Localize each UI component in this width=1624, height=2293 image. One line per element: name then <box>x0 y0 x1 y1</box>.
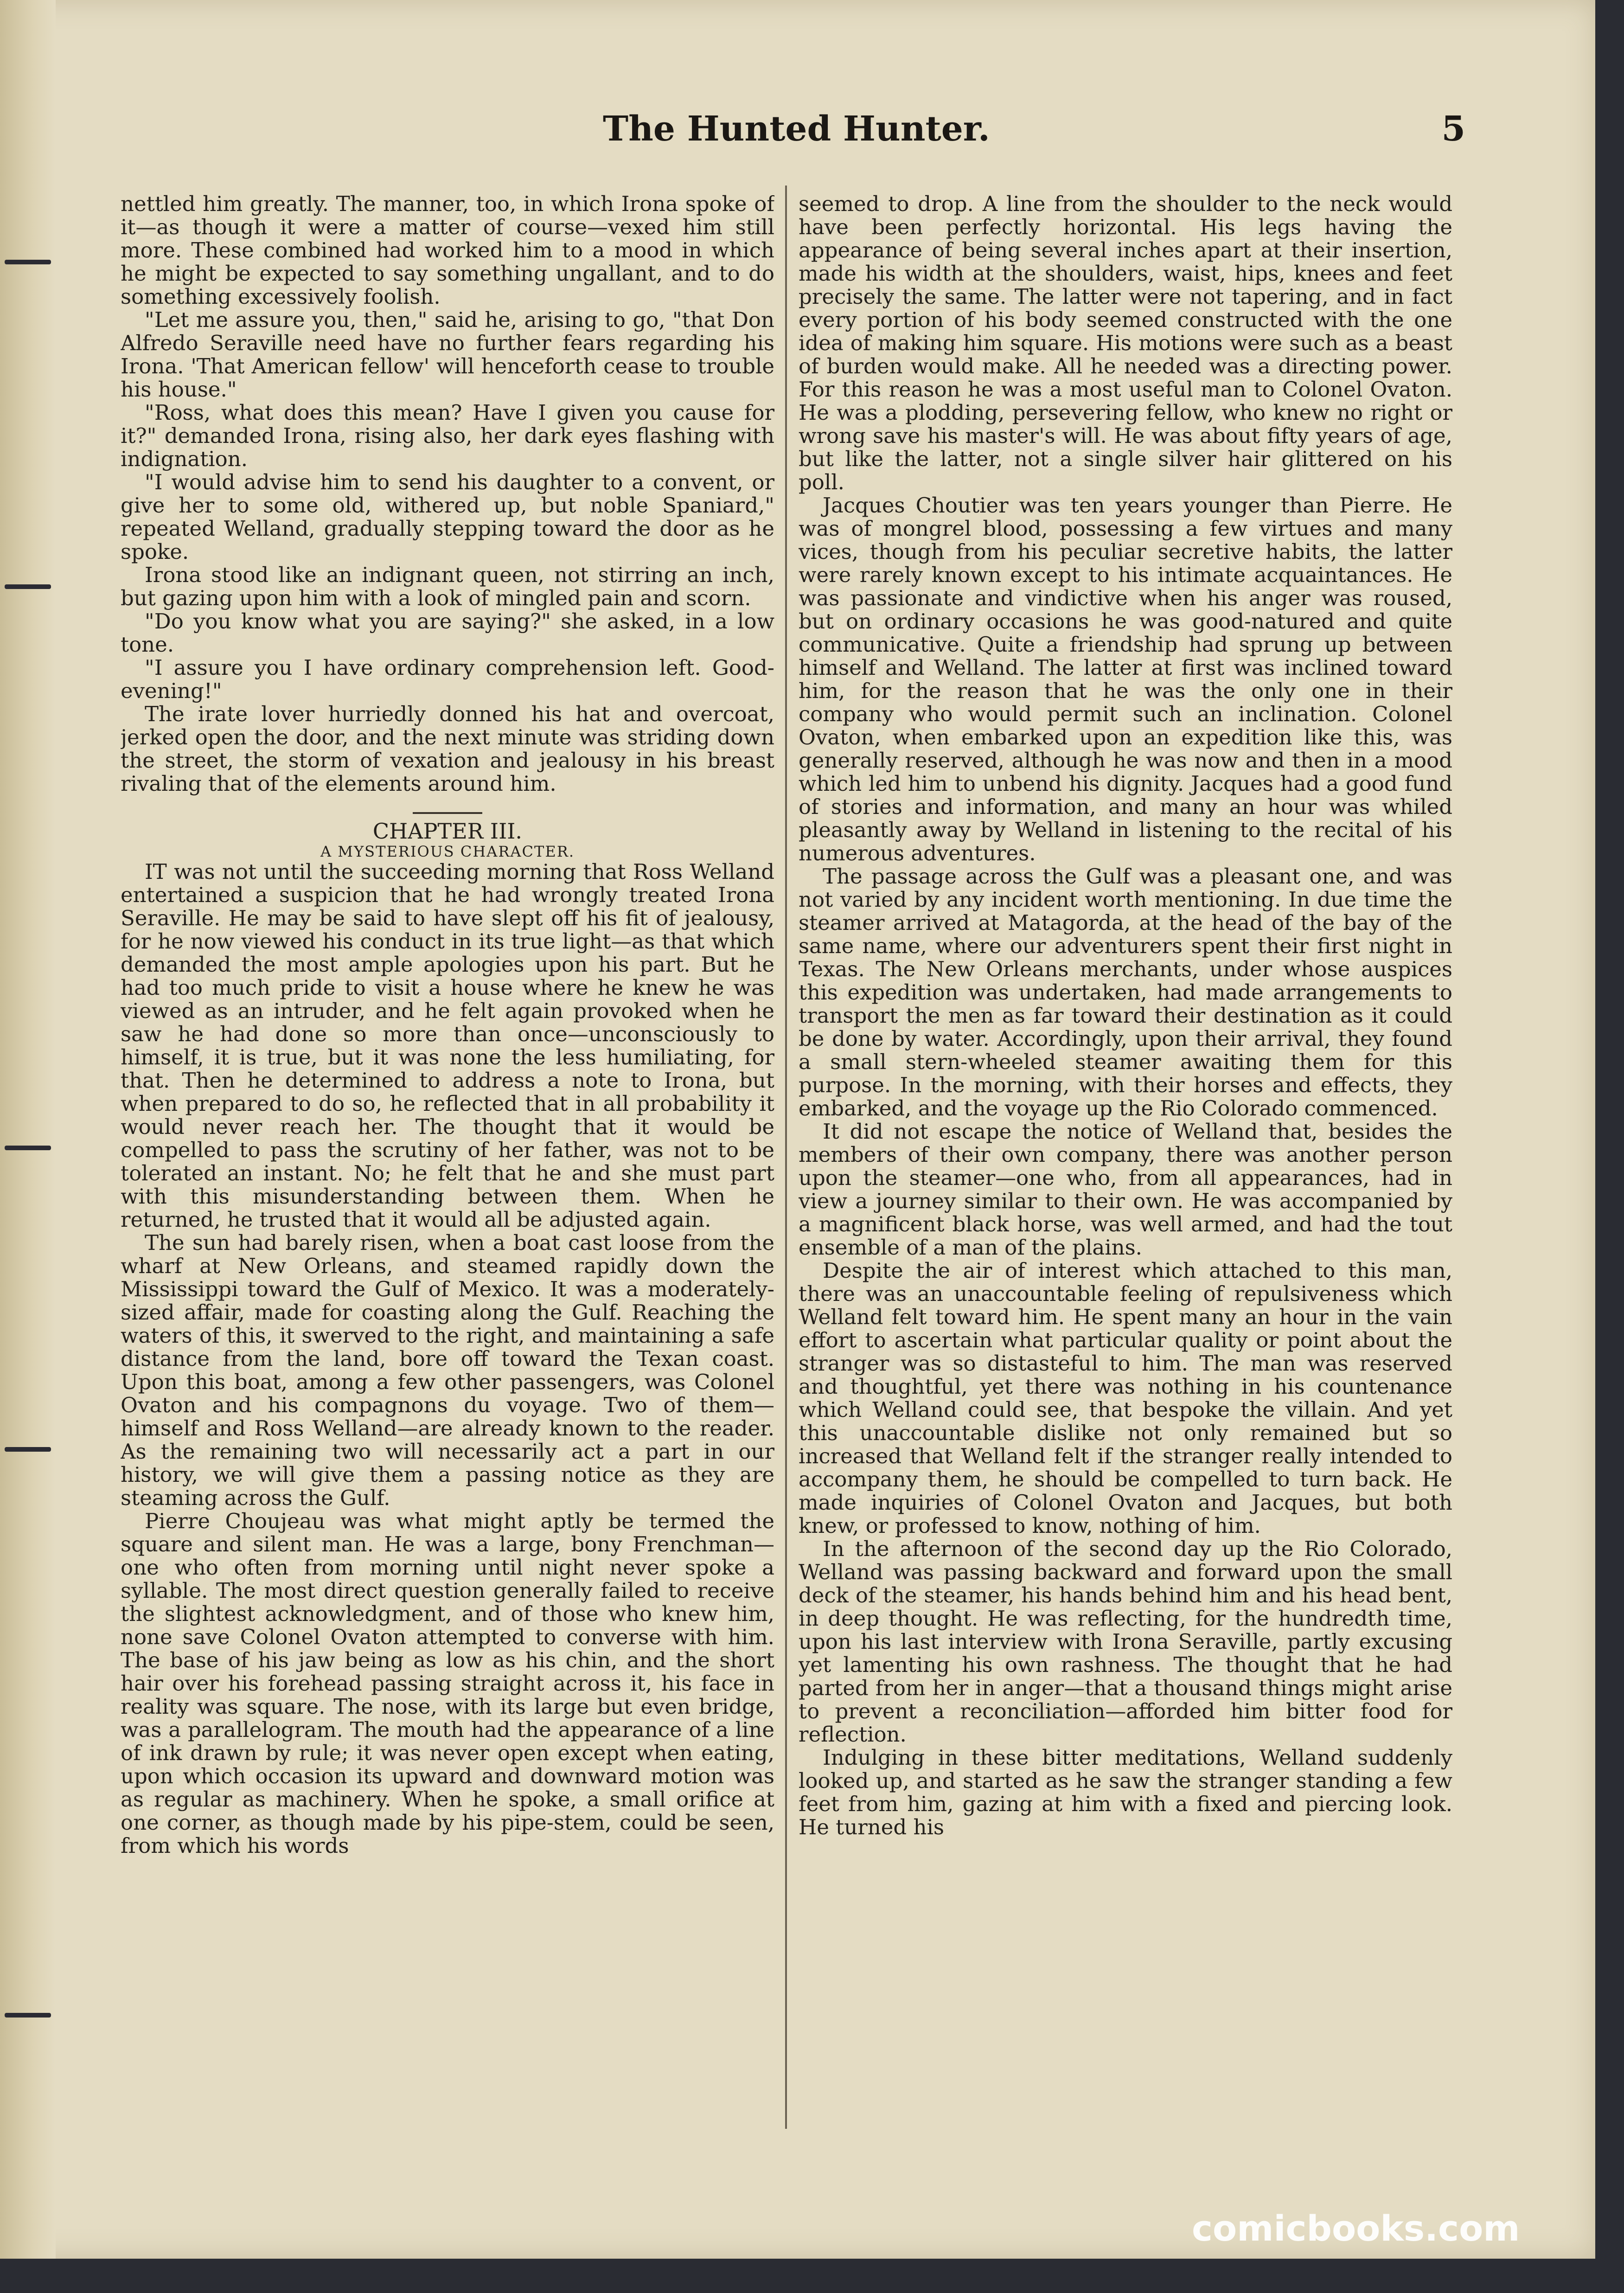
paragraph: "Do you know what you are saying?" she asked, in a low tone. <box>121 609 774 657</box>
column-divider <box>785 186 787 2129</box>
page-number: 5 <box>1441 109 1465 149</box>
paragraph: Pierre Choujeau was what might aptly be termed the square and silent man. He was a large, bony Frenchman—one who often from morning until night never spoke a syllable. The most direct question generally failed to receive the slightest acknowledgment, and of those who knew him, none save Colonel Ovaton attempted to converse with him. The base of his jaw being as low as his chin, and the short hair over his forehead passing straight across it, his face in reality was square. The nose, with its large but even bridge, was a parallelogram. The mouth had the appearance of a line of ink drawn by rule; it was never open except when eating, upon which occasion its upward and downward motion was as regular as machinery. When he spoke, a small orifice at one corner, as though made by his pipe-stem, could be seen, from which his words <box>121 1509 774 1858</box>
page-spine <box>0 0 56 2259</box>
paragraph: The sun had barely risen, when a boat cast loose from the wharf at New Orleans, and steamed rapidly down the Mississippi toward the Gulf of Mexico. It was a moderately-sized affair, made for coasting along the Gulf. Reaching the waters of this, it swerved to the right, and maintaining a safe distance from the land, bore off toward the Texan coast. Upon this boat, among a few other passengers, was Colonel Ovaton and his compagnons du voyage. Two of them—himself and Ross Welland—are already known to the reader. As the remaining two will necessarily act a part in our history, we will give them a passing notice as they are steaming across the Gulf. <box>121 1230 774 1510</box>
paragraph: Irona stood like an indignant queen, not stirring an inch, but gazing upon him with a look of mingled pain and scorn. <box>121 563 774 610</box>
paragraph: "Ross, what does this mean? Have I given you cause for it?" demanded Irona, rising also, her dark eyes flashing with indignation. <box>121 400 774 471</box>
paragraph: seemed to drop. A line from the shoulder to the neck would have been perfectly horizontal. His legs having the appearance of being several inches apart at their insertion, made his width at the shoulders, waist, hips, knees and feet precisely the same. The latter were not tapering, and in fact every portion of his body seemed constructed with the one idea of making him square. His motions were such as a beast of burden would make. All he needed was a directing power. For this reason he was a most useful man to Colonel Ovaton. He was a plodding, persevering fellow, who knew no right or wrong save his master's will. He was about fifty years of age, but like the latter, not a single silver hair glittered on his poll. <box>799 192 1452 494</box>
paragraph: The passage across the Gulf was a pleasant one, and was not varied by any incident worth mentioning. In due time the steamer arrived at Matagorda, at the head of the bay of the same name, where our adventurers spent their first night in Texas. The New Orleans merchants, under whose auspices this expedition was undertaken, had made arrangements to transport the men as far toward their destination as it could be done by water. Accordingly, upon their arrival, they found a small stern-wheeled steamer awaiting them for this purpose. In the morning, with their horses and effects, they embarked, and the voyage up the Rio Colorado commenced. <box>799 864 1452 1121</box>
binding-stitch <box>5 1447 51 1452</box>
running-title: The Hunted Hunter. <box>603 109 990 149</box>
chapter-heading <box>121 812 774 860</box>
binding-stitch <box>5 2013 51 2018</box>
binding-stitch <box>5 1146 51 1150</box>
paragraph: In the afternoon of the second day up the Rio Colorado, Welland was passing backward and forward upon the small deck of the steamer, his hands behind him and his head bent, in deep thought. He was reflecting, for the hundredth time, upon his last interview with Irona Seraville, partly excusing yet lamenting his own rashness. The thought that he had parted from her in anger—that a thousand things might arise to prevent a reconciliation—afforded him bitter food for reflection. <box>799 1537 1452 1747</box>
paragraph: "I would advise him to send his daughter to a convent, or give her to some old, withered up, but noble Spaniard," repeated Welland, gradually stepping toward the door as he spoke. <box>121 470 774 564</box>
right-column <box>799 192 1452 2131</box>
chapter-title: CHAPTER III. <box>372 819 523 844</box>
site-watermark: comicbooks.com <box>1192 2208 1520 2249</box>
paragraph: It did not escape the notice of Welland that, besides the members of their own company, there was another person upon the steamer—one who, from all appearances, had in view a journey similar to their own. He was accompanied by a magnificent black horse, was well armed, and had the tout ensemble of a man of the plains. <box>799 1119 1452 1260</box>
paragraph: Despite the air of interest which attached to this man, there was an unaccountable feeling of repulsiveness which Welland felt toward him. He spent many an hour in the vain effort to ascertain what particular quality or point about the stranger was so distasteful to him. The man was reserved and thoughtful, yet there was nothing in his countenance which Welland could see, that bespoke the villain. And yet this unaccountable dislike not only remained but so increased that Welland felt if the stranger really intended to accompany them, he should be compelled to turn back. He made inquiries of Colonel Ovaton and Jacques, but both knew, or professed to know, nothing of him. <box>799 1258 1452 1538</box>
paragraph: The irate lover hurriedly donned his hat and overcoat, jerked open the door, and the next minute was striding down the street, the storm of vexation and jealousy in his breast rivaling that of the elements around him. <box>121 702 774 796</box>
binding-stitch <box>5 584 51 589</box>
paragraph: IT was not until the succeeding morning that Ross Welland entertained a suspicion that he had wrongly treated Irona Seraville. He may be said to have slept off his fit of jealousy, for he now viewed his conduct in its true light—as that which demanded the most ample apologies upon his part. But he had too much pride to visit a house where he knew he was viewed as an intruder, and he felt again provoked when he saw he had done so more than once—unconsciously to himself, it is true, but it was none the less humiliating, for that. Then he determined to address a note to Irona, but when prepared to do so, he reflected that in all probability it would never reach her. The thought that it would be compelled to pass the scrutiny of her father, was not to be tolerated an instant. No; he felt that he and she must part with this misunderstanding between them. When he returned, he trusted that it would all be adjusted again. <box>121 859 774 1232</box>
paragraph: Jacques Choutier was ten years younger than Pierre. He was of mongrel blood, possessing a few virtues and many vices, though from his peculiar secretive habits, the latter were rarely known except to his intimate acquaintances. He was passionate and vindictive when his anger was roused, but on ordinary occasions he was good-natured and quite communicative. Quite a friendship had sprung up between himself and Welland. The latter at first was inclined toward him, for the reason that he was the only one in their company who would permit such an inclination. Colonel Ovaton, when embarked upon an expedition like this, was generally reserved, although he was now and then in a mood which led him to unbend his dignity. Jacques had a good fund of stories and information, and many an hour was whiled pleasantly away by Welland in listening to the recital of his numerous adventures. <box>799 493 1452 865</box>
binding-stitch <box>5 260 51 264</box>
page-header <box>603 109 1465 160</box>
chapter-rule <box>413 812 482 814</box>
paragraph: Indulging in these bitter meditations, Welland suddenly looked up, and started as he saw the stranger standing a few feet from him, gazing at him with a fixed and piercing look. He turned his <box>799 1745 1452 1839</box>
paragraph: nettled him greatly. The manner, too, in which Irona spoke of it—as though it were a matter of course—vexed him still more. These combined had worked him to a mood in which he might be expected to say something ungallant, and to do something excessively foolish. <box>121 192 774 309</box>
left-column <box>121 192 774 2131</box>
paragraph: "Let me assure you, then," said he, arising to go, "that Don Alfredo Seraville need have no further fears regarding his Irona. 'That American fellow' will henceforth cease to trouble his house." <box>121 307 774 402</box>
paragraph: "I assure you I have ordinary comprehension left. Good-evening!" <box>121 655 774 703</box>
chapter-subtitle: A MYSTERIOUS CHARACTER. <box>320 843 575 860</box>
